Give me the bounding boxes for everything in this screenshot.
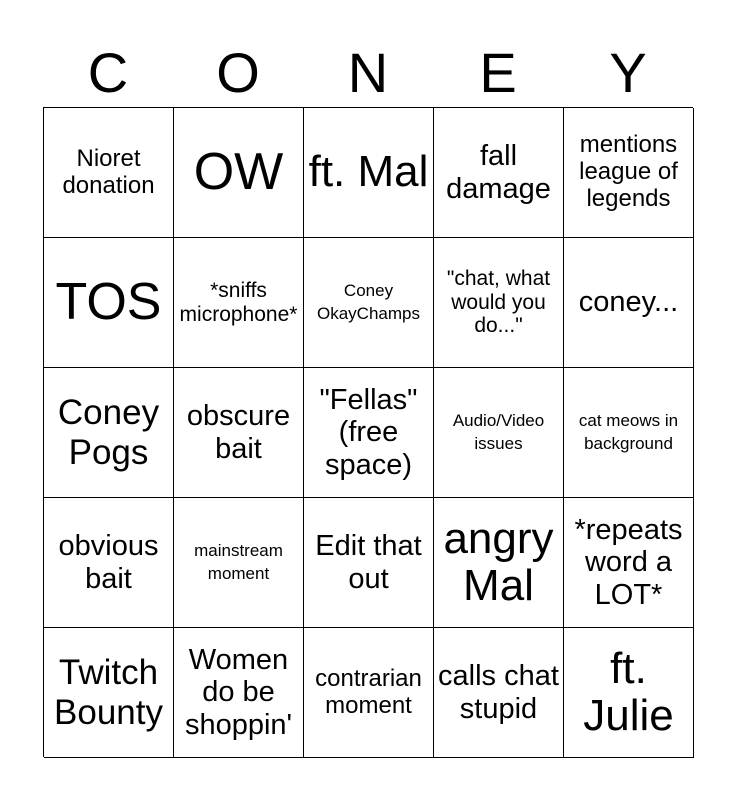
bingo-cell[interactable]: Women do be shoppin' <box>174 628 304 758</box>
bingo-cell[interactable]: calls chat stupid <box>434 628 564 758</box>
bingo-header <box>43 38 693 108</box>
bingo-cell[interactable]: coney... <box>564 238 694 368</box>
bingo-cell[interactable]: obscure bait <box>174 368 304 498</box>
bingo-cell[interactable]: OW <box>174 108 304 238</box>
header-letter-n: N <box>347 41 389 104</box>
bingo-cell[interactable]: Coney Pogs <box>44 368 174 498</box>
bingo-cell[interactable]: ft. Julie <box>564 628 694 758</box>
bingo-cell[interactable]: obvious bait <box>44 498 174 628</box>
bingo-cell[interactable]: TOS <box>44 238 174 368</box>
bingo-cell[interactable]: Coney OkayChamps <box>304 238 434 368</box>
header-letter-c: C <box>87 41 129 104</box>
bingo-cell[interactable]: "Fellas" (free space) <box>304 368 434 498</box>
bingo-cell[interactable]: Nioret donation <box>44 108 174 238</box>
bingo-cell[interactable]: mentions league of legends <box>564 108 694 238</box>
bingo-cell[interactable]: "chat, what would you do..." <box>434 238 564 368</box>
header-letter-o: O <box>216 41 260 104</box>
bingo-cell[interactable]: mainstream moment <box>174 498 304 628</box>
header-letter-y: Y <box>609 41 647 104</box>
bingo-cell[interactable]: Edit that out <box>304 498 434 628</box>
header-letter-e: E <box>479 41 517 104</box>
bingo-cell[interactable]: *sniffs microphone* <box>174 238 304 368</box>
bingo-cell[interactable]: cat meows in background <box>564 368 694 498</box>
bingo-cell[interactable]: Audio/Video issues <box>434 368 564 498</box>
bingo-cell[interactable]: *repeats word a LOT* <box>564 498 694 628</box>
bingo-cell[interactable]: contrarian moment <box>304 628 434 758</box>
bingo-cell[interactable]: ft. Mal <box>304 108 434 238</box>
bingo-cell[interactable]: Twitch Bounty <box>44 628 174 758</box>
bingo-cell[interactable]: angry Mal <box>434 498 564 628</box>
bingo-cell[interactable]: fall damage <box>434 108 564 238</box>
bingo-grid <box>43 107 693 757</box>
